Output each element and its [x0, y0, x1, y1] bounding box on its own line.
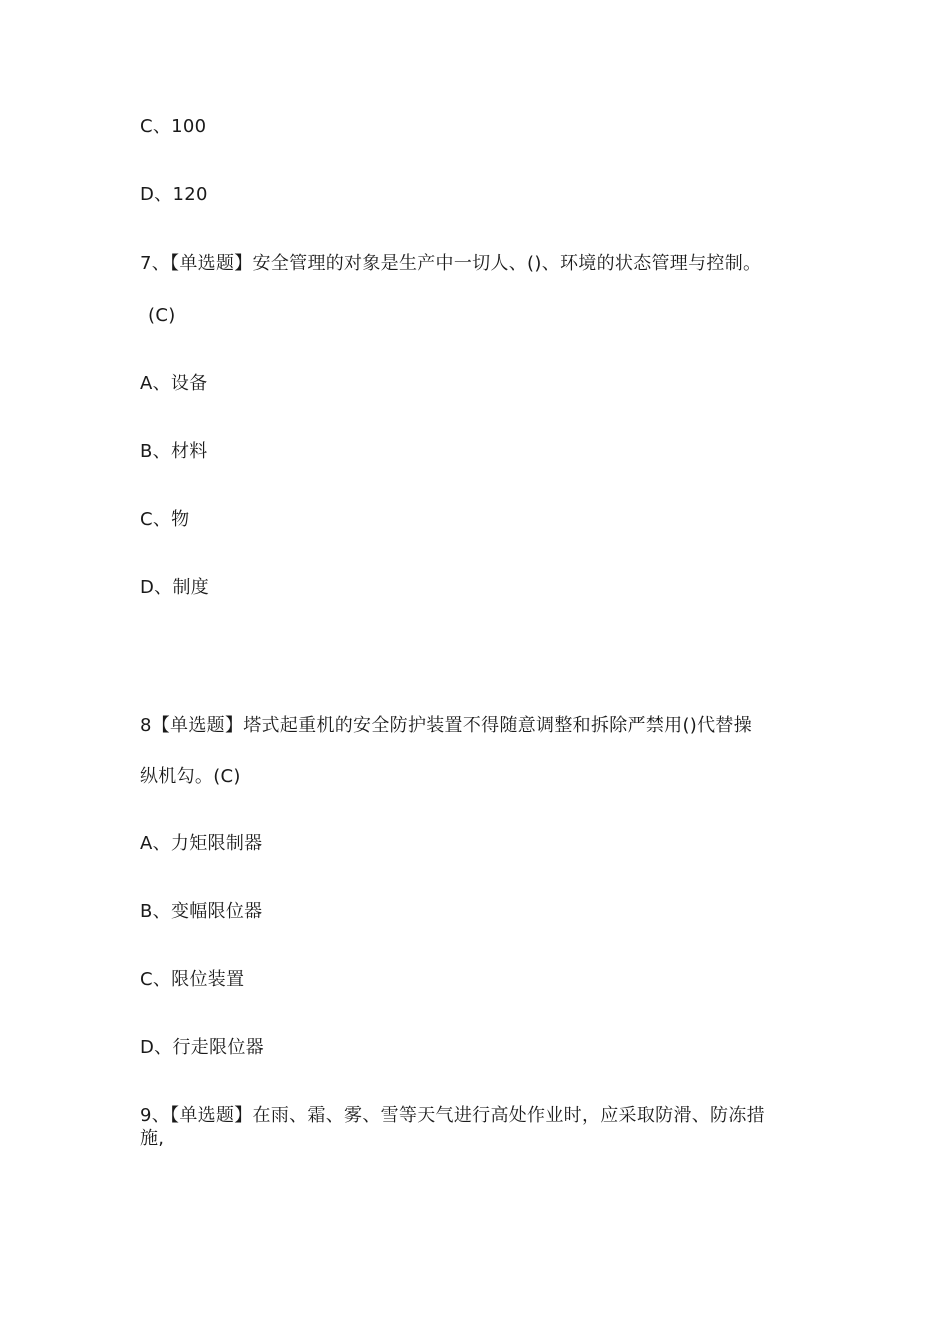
q8-option-d: D、行走限位器 [140, 1037, 264, 1058]
q6-option-d: D、120 [140, 184, 208, 205]
q7-answer: (C) [148, 305, 176, 326]
q8-option-b: B、变幅限位器 [140, 901, 263, 922]
q7-option-a: A、设备 [140, 373, 208, 394]
q9-stem-line-2: 施, [140, 1128, 165, 1149]
q9-stem-line-1: 9、【单选题】在雨、霜、雾、雪等天气进行高处作业时，应采取防滑、防冻措 [140, 1105, 765, 1126]
q7-option-b: B、材料 [140, 441, 208, 462]
q8-option-c: C、限位装置 [140, 969, 245, 990]
q6-option-c: C、100 [140, 116, 207, 137]
q7-option-c: C、物 [140, 509, 190, 530]
q8-stem-line-2: 纵机勾。(C) [140, 766, 241, 787]
q8-stem-line-1: 8【单选题】塔式起重机的安全防护装置不得随意调整和拆除严禁用()代替操 [140, 715, 752, 736]
q7-stem-line-1: 7、【单选题】安全管理的对象是生产中一切人、()、环境的状态管理与控制。 [140, 253, 762, 274]
q7-option-d: D、制度 [140, 577, 210, 598]
q8-option-a: A、力矩限制器 [140, 833, 263, 854]
